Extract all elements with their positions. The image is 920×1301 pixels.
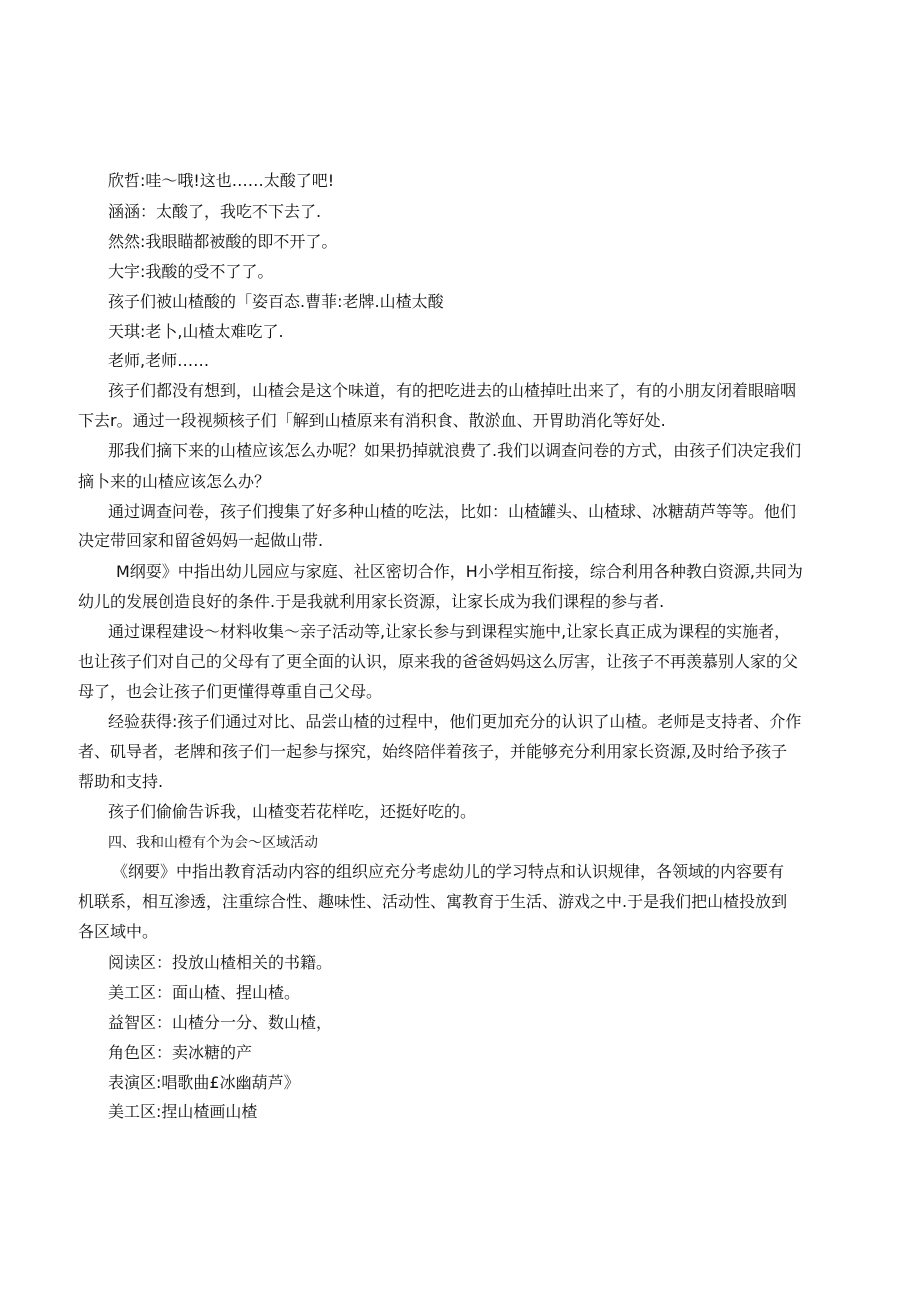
paragraph-line: 经验获得:孩子们通过对比、品尝山楂的过程中，他们更加充分的认识了山楂。老师是支持者、介作 — [108, 712, 802, 731]
dialogue-line: 老师,老师…… — [108, 351, 210, 370]
paragraph-line: 孩子们都没有想到，山楂会是这个味道，有的把吃进去的山楂掉吐出来了，有的小朋友闭着眼暗咽 — [108, 381, 797, 400]
list-item: 表演区:唱歌曲£冰幽葫芦》 — [108, 1073, 300, 1092]
paragraph-line: 各区域中。 — [78, 922, 159, 941]
paragraph-line: 决定带回家和留爸妈妈一起做山带. — [78, 531, 324, 550]
paragraph-line: 孩子们偷偷告诉我，山楂变若花样吃，还挺好吃的。 — [108, 802, 477, 821]
paragraph-line: 那我们摘下来的山楂应该怎么办呢？如果扔掉就浪费了.我们以调查问卷的方式，由孩子们决定我们 — [108, 441, 802, 460]
dialogue-line: 大宇:我酸的受不了了。 — [108, 262, 274, 281]
paragraph-line: 母了，也会让孩子们更懂得尊重自己父母。 — [78, 682, 383, 701]
paragraph-line: 《纲要》中指出教育活动内容的组织应充分考虑幼儿的学习特点和认识规律，各领域的内容要有 — [112, 862, 785, 881]
paragraph-line: 通过课程建设〜材料收集〜亲子活动等,让家长参与到课程实施中,让家长真正成为课程的实施者， — [108, 622, 791, 641]
list-item: 角色区：卖冰糖的产 — [108, 1043, 253, 1062]
paragraph-line: 者、矶导者，老牌和孩子们一起参与探究，始终陪伴着孩子，并能够充分利用家长资源,及时给予孩子 — [78, 742, 788, 761]
paragraph-line: 摘卜来的山楂应该怎么办？ — [78, 472, 271, 491]
paragraph-line: 也让孩子们对自己的父母有了更全面的认识，原来我的爸爸妈妈这么厉害，让孩子不再羡慕别人家的父 — [78, 652, 799, 671]
paragraph-line: 幼儿的发展创造良好的条件.于是我就利用家长资源，让家长成为我们课程的参与者. — [78, 592, 665, 611]
list-item: 阅读区：投放山楂相关的书籍。 — [108, 953, 333, 972]
dialogue-line: 然然:我眼瞄都被酸的即不开了。 — [108, 232, 338, 251]
list-item: 益智区：山楂分一分、数山楂， — [108, 1013, 333, 1032]
dialogue-line: 孩子们被山楂酸的「姿百态.曹菲:老牌.山楂太酸 — [108, 292, 444, 311]
dialogue-line: 欣哲:哇〜哦!这也……太酸了吧! — [108, 171, 335, 190]
paragraph-line: 通过调查问卷，孩子们搜集了好多种山楂的吃法，比如：山楂罐头、山楂球、冰糖葫芦等等。他们 — [108, 502, 797, 521]
dialogue-line: 天琪:老卜,山楂太难吃了. — [108, 322, 284, 341]
paragraph-line: 帮助和支持. — [78, 772, 164, 791]
list-item: 美工区：面山楂、捏山楂。 — [108, 983, 301, 1002]
paragraph-line: 机联系，相互渗透，注重综合性、趣味性、活动性、寓教育于生活、游戏之中.于是我们把山楂投放到 — [78, 892, 788, 911]
list-item: 美工区:捏山楂画山楂 — [108, 1102, 258, 1121]
dialogue-line: 涵涵：太酸了，我吃不下去了. — [108, 202, 322, 221]
section-heading: 四、我和山橙有个为会〜区域活动 — [108, 835, 318, 851]
paragraph-line: 下去r。通过一段视频核子们「解到山楂原来有消积食、散淤血、开胃助消化等好处. — [78, 411, 666, 430]
paragraph-line: M纲耍》中指出幼儿园应与家庭、社区密切合作，H小学相互衔接，综合利用各种教白资源,共同为 — [116, 562, 803, 581]
